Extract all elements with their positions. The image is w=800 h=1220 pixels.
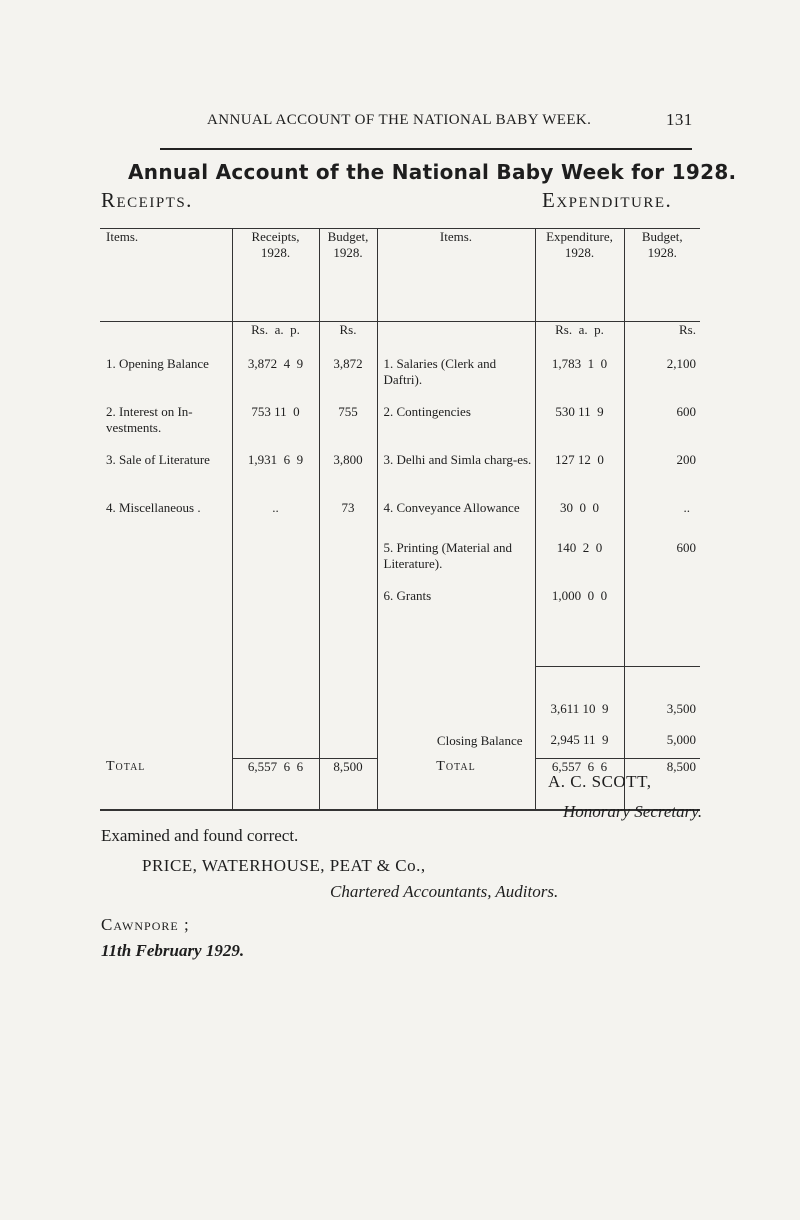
header-items-left: Items.: [100, 229, 232, 322]
units-row: [100, 322, 700, 357]
table-row: [100, 500, 700, 540]
receipt-amount: 753 11 0: [232, 404, 319, 452]
unit-receipts: Rs. a. p.: [232, 322, 319, 357]
receipt-item: 3. Sale of Literature: [106, 452, 210, 467]
page-number: 131: [666, 110, 693, 129]
subtotal-budget: 3,500: [624, 666, 700, 723]
expenditure-budget: 200: [624, 452, 700, 500]
expenditure-heading: Expenditure.: [542, 188, 673, 212]
header-receipts-line2: 1928.: [260, 245, 291, 260]
unit-budget-left: Rs.: [319, 322, 377, 357]
receipts-heading: Receipts.: [101, 188, 193, 212]
expenditure-item: 3. Delhi and Simla charg-es.: [377, 452, 535, 500]
unit-expenditure: Rs. a. p.: [535, 322, 624, 357]
date: 11th February 1929.: [101, 941, 245, 960]
running-head: ANNUAL ACCOUNT OF THE NATIONAL BABY WEEK.: [207, 112, 592, 128]
expenditure-item: 2. Contingencies: [377, 404, 535, 452]
receipt-budget: 3,872: [319, 356, 377, 404]
expenditure-item: 4. Conveyance Allowance: [377, 500, 535, 540]
subtotal-amount: 3,611 10 9: [535, 666, 624, 723]
header-receipts-line1: Receipts,: [251, 229, 300, 244]
table-row: [100, 540, 700, 588]
closing-balance-amount: 2,945 11 9: [535, 723, 624, 759]
expenditure-item: 5. Printing (Material and Literature).: [377, 540, 535, 588]
expenditure-amount: 127 12 0: [535, 452, 624, 500]
receipt-amount: 3,872 4 9: [232, 356, 319, 404]
table-row: [100, 588, 700, 666]
receipt-budget: 73: [319, 500, 377, 540]
expenditure-budget: ..: [624, 500, 700, 540]
expenditure-amount: 1,783 1 0: [535, 356, 624, 404]
header-budget-right: [624, 229, 700, 322]
total-receipts-budget: 8,500: [319, 759, 377, 811]
auditor-title: Chartered Accountants, Auditors.: [330, 882, 559, 901]
subtotal-row: [100, 666, 700, 723]
table-row: [100, 404, 700, 452]
expenditure-budget: 2,100: [624, 356, 700, 404]
unit-budget-right: Rs.: [624, 322, 700, 357]
expenditure-amount: 1,000 0 0: [535, 588, 624, 666]
signatory-title: Honorary Secretary.: [563, 802, 703, 821]
receipt-amount: 1,931 6 9: [232, 452, 319, 500]
total-label-right: Total: [377, 759, 535, 811]
examined-note: Examined and found correct.: [101, 826, 299, 845]
receipt-budget: 755: [319, 404, 377, 452]
closing-row: [100, 723, 700, 759]
header-budget-right-line2: 1928.: [647, 245, 677, 260]
header-budget-left-line1: Budget,: [327, 229, 369, 244]
header-receipts: [232, 229, 319, 322]
expenditure-amount: 140 2 0: [535, 540, 624, 588]
total-receipts-amount: 6,557 6 6: [232, 759, 319, 811]
receipt-amount: ..: [232, 500, 319, 540]
expenditure-amount: 30 0 0: [535, 500, 624, 540]
table-row: [100, 452, 700, 500]
header-expenditure: [535, 229, 624, 322]
page-title: Annual Account of the National Baby Week for 1928.: [128, 160, 737, 184]
receipt-budget: 3,800: [319, 452, 377, 500]
header-budget-right-line1: Budget,: [641, 229, 683, 244]
header-expenditure-line1: Expenditure,: [546, 229, 613, 244]
place: Cawnpore ;: [101, 915, 190, 934]
total-expenditure-amount: 6,557 6 6: [535, 759, 624, 811]
expenditure-budget: 600: [624, 540, 700, 588]
head-rule: [160, 148, 692, 150]
header-expenditure-line2: 1928.: [564, 245, 595, 260]
expenditure-item: 6. Grants: [377, 588, 535, 666]
receipt-item: 4. Miscellaneous .: [106, 500, 201, 515]
account-table: [100, 228, 700, 811]
header-items-right: Items.: [377, 229, 535, 322]
header-budget-left-line2: 1928.: [333, 245, 363, 260]
closing-balance-budget: 5,000: [624, 723, 700, 759]
signatory-name: A. C. SCOTT,: [548, 772, 652, 791]
table-header-row: [100, 229, 700, 322]
expenditure-item: 1. Salaries (Clerk and Daftri).: [377, 356, 535, 404]
total-label-left: Total: [100, 759, 232, 811]
expenditure-budget: [624, 588, 700, 666]
closing-balance-label: Closing Balance: [377, 723, 535, 759]
total-expenditure-budget: 8,500: [624, 759, 700, 811]
expenditure-amount: 530 11 9: [535, 404, 624, 452]
auditor-name: PRICE, WATERHOUSE, PEAT & Co.,: [142, 856, 426, 875]
receipt-item: 2. Interest on In-vestments.: [106, 404, 193, 435]
receipt-item: 1. Opening Balance: [106, 356, 209, 371]
expenditure-budget: 600: [624, 404, 700, 452]
table-row: [100, 356, 700, 404]
header-budget-left: [319, 229, 377, 322]
